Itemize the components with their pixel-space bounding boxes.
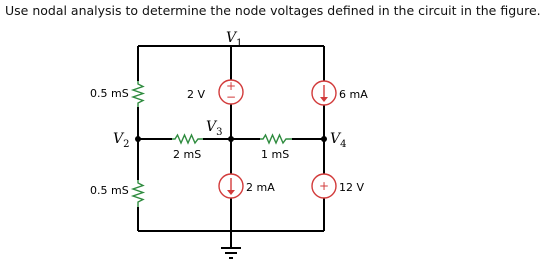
resistor-mid-left <box>172 135 203 143</box>
current-source-2ma <box>219 174 243 198</box>
label-r-left-bottom: 0.5 mS <box>90 184 129 197</box>
resistor-left-bottom <box>133 180 143 207</box>
voltage-source-2v <box>219 79 243 104</box>
current-source-6ma <box>312 81 336 105</box>
node-dot-v4 <box>321 136 327 142</box>
label-is-top-right: 6 mA <box>339 88 368 101</box>
node-label-v2: $V_2$ <box>113 131 130 150</box>
resistor-left-top <box>133 81 143 107</box>
node-dot-v2 <box>135 136 141 142</box>
label-r-left-top: 0.5 mS <box>90 87 129 100</box>
resistor-mid-right <box>260 135 292 143</box>
ground-symbol <box>221 248 241 258</box>
node-label-v1: $V_1$ <box>226 30 243 49</box>
svg-text:−: − <box>225 90 237 104</box>
label-r-mid-right: 1 mS <box>261 148 290 161</box>
label-vs-right: 12 V <box>339 181 365 194</box>
label-vs-top: 2 V <box>187 88 206 101</box>
wires <box>138 46 324 248</box>
svg-text:+: + <box>225 79 237 93</box>
question-text: Use nodal analysis to determine the node voltages defined in the circuit in the figure. <box>5 3 541 18</box>
node-dot-v3 <box>228 136 234 142</box>
label-r-mid-left: 2 mS <box>173 148 202 161</box>
node-label-v3: $V_3$ <box>206 119 223 138</box>
node-label-v4: $V_4$ <box>330 131 347 150</box>
label-is-center: 2 mA <box>246 181 275 194</box>
voltage-source-12v <box>312 174 336 198</box>
svg-text:+: + <box>318 179 330 193</box>
